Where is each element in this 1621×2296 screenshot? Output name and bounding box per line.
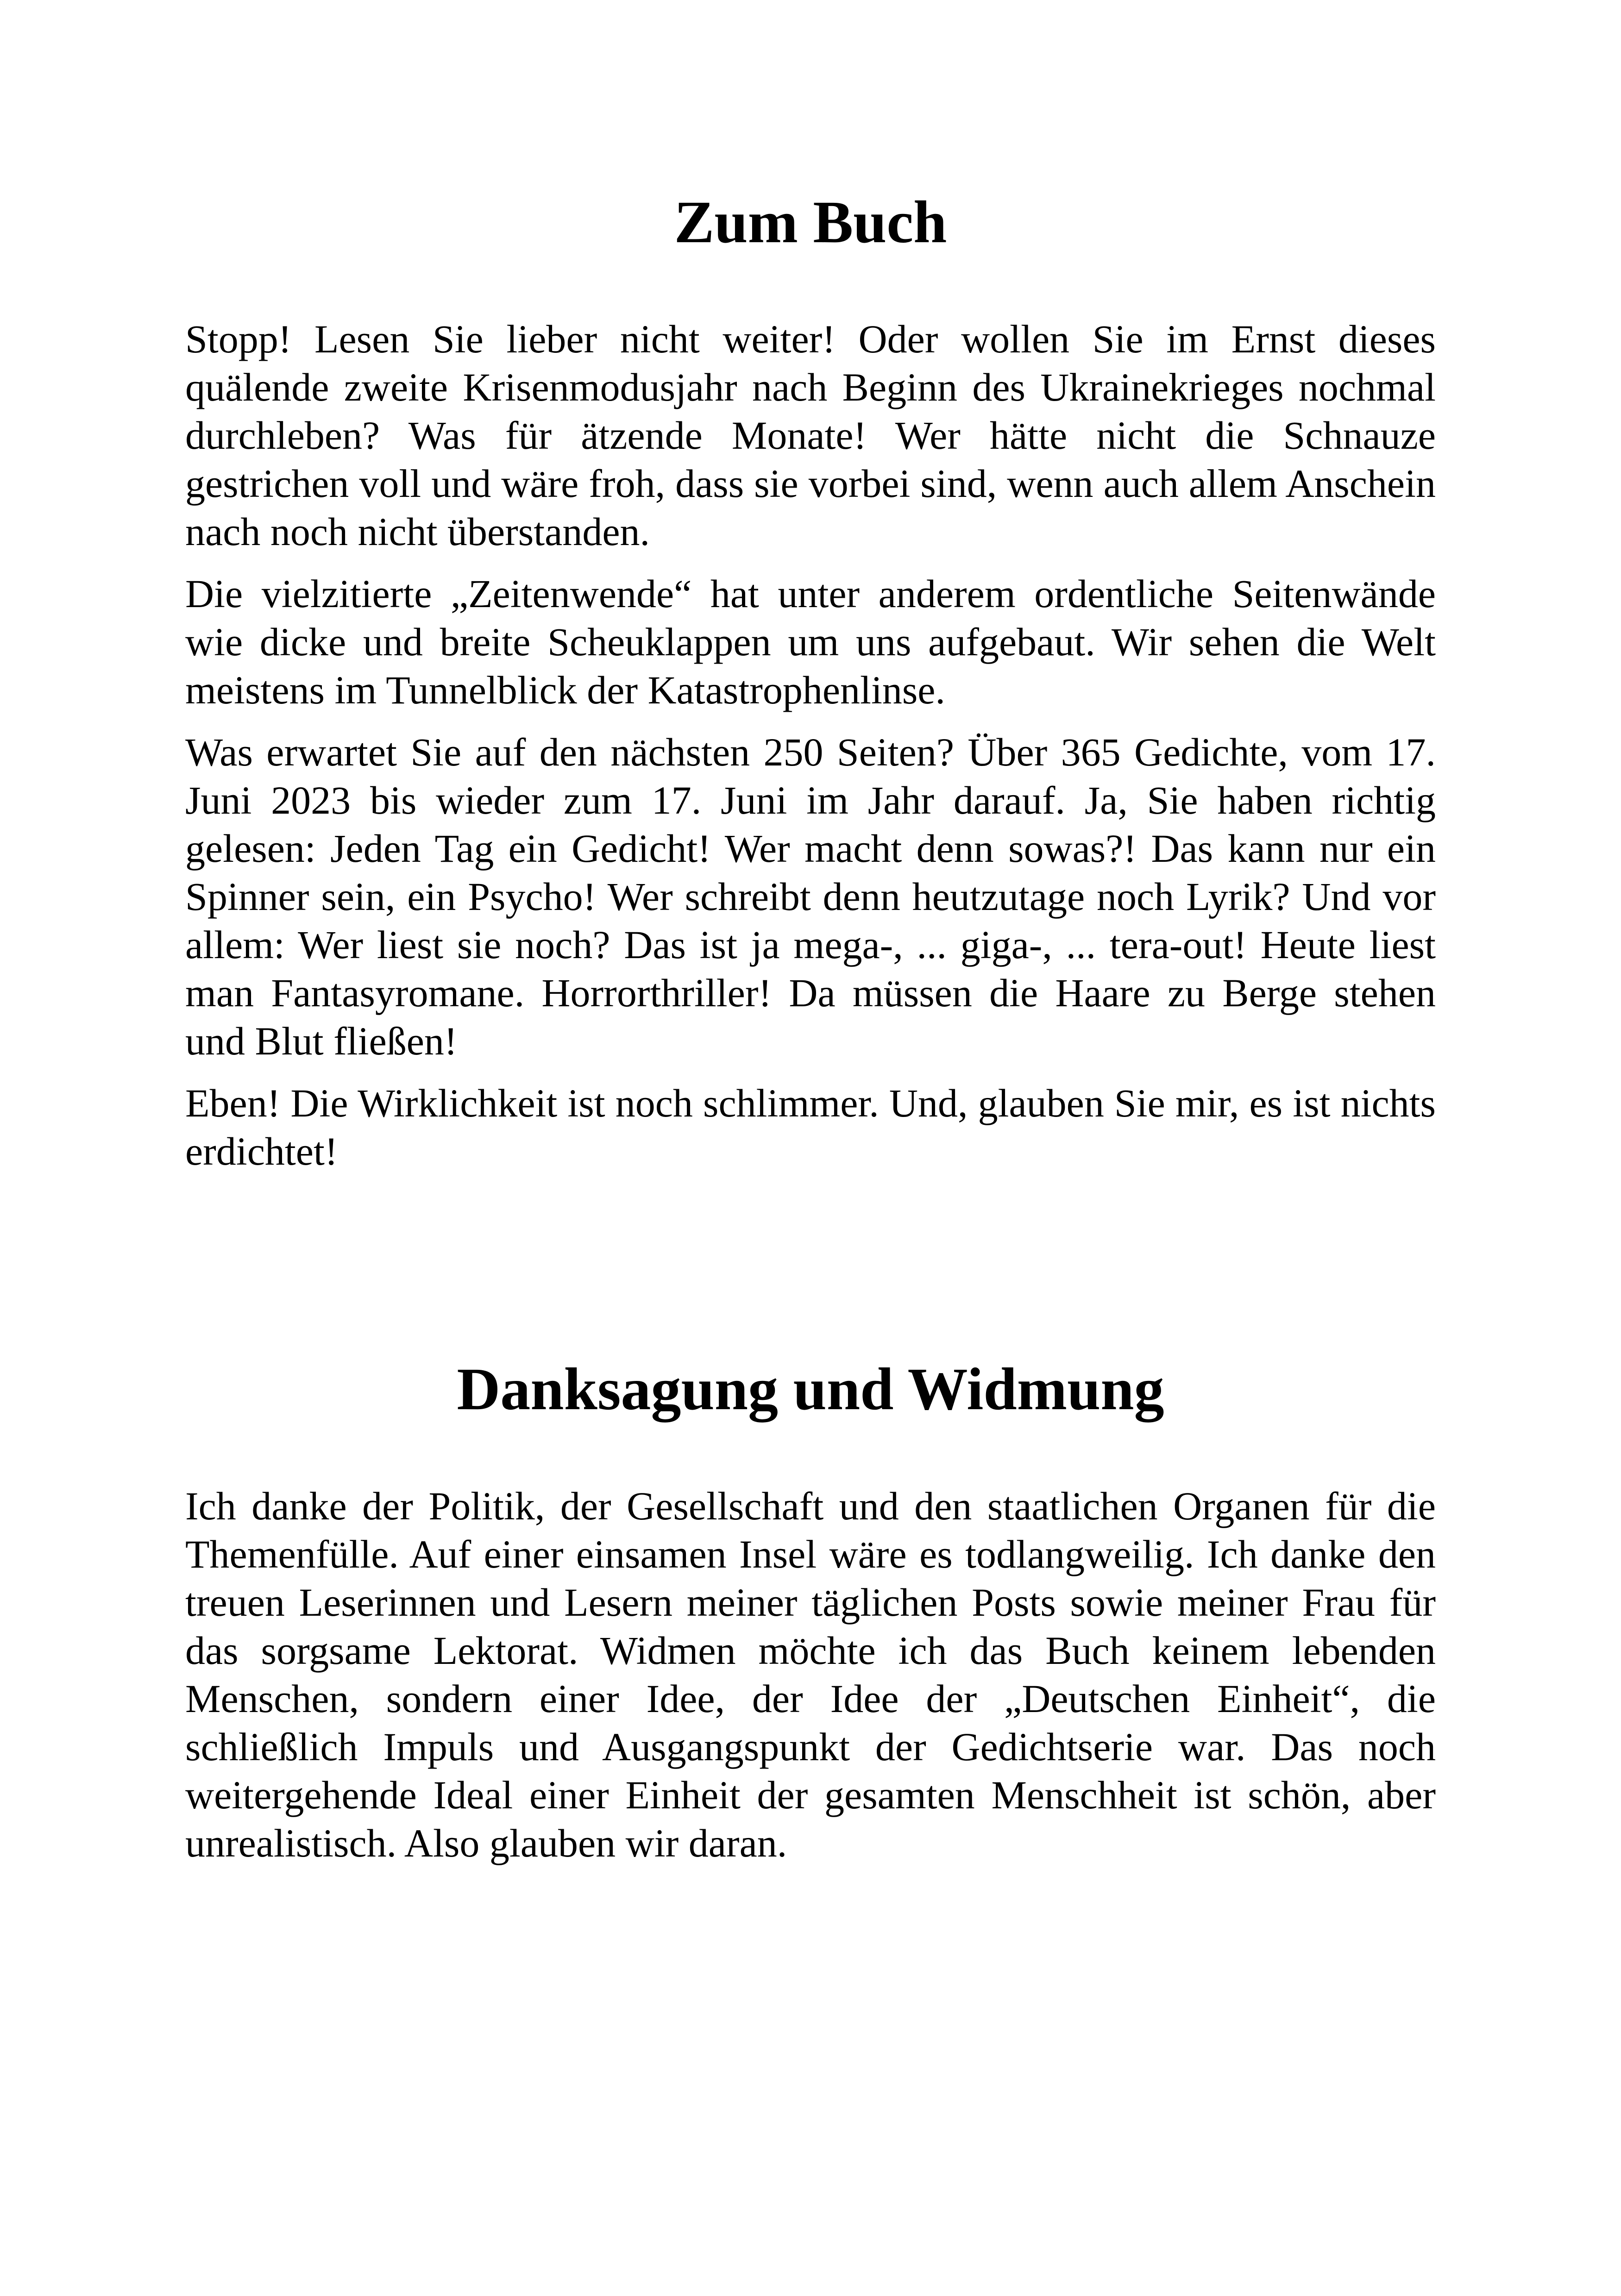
- section-heading: Zum Buch: [674, 189, 947, 256]
- paragraph: Eben! Die Wirklichkeit ist noch schlimmer. Und, glauben Sie mir, es ist nichts erdichtet!: [185, 1081, 1436, 1173]
- section-heading: Danksagung und Widmung: [457, 1356, 1164, 1423]
- paragraph: Ich danke der Politik, der Gesellschaft und den staatlichen Organen für die Themenfülle. Auf einer einsamen Insel wäre es todlangweilig. Ich danke den treuen Leserinnen und Lesern meiner täglichen Posts sowie meiner Frau für das sorgsame Lektorat. Widmen möchte ich das Buch keinem lebenden Menschen, sondern einer Idee, der Idee der „Deutschen Einheit“, die schließlich Impuls und Ausgangspunkt der Gedichtserie war. Das noch weitergehende Ideal einer Einheit der gesamten Menschheit ist schön, aber unrealistisch. Also glauben wir daran.: [185, 1484, 1436, 1865]
- paragraph: Was erwartet Sie auf den nächsten 250 Seiten? Über 365 Gedichte, vom 17. Juni 2023 bis wieder zum 17. Juni im Jahr darauf. Ja, Sie haben richtig gelesen: Jeden Tag ein Gedicht! Wer macht denn sowas?! Das kann nur ein Spinner sein, ein Psycho! Wer schreibt denn heutzutage noch Lyrik? Und vor allem: Wer liest sie noch? Das ist ja mega-, ... giga-, ... tera-out! Heute liest man Fantasyromane. Horrorthriller! Da müssen die Haare zu Berge stehen und Blut fließen!: [185, 730, 1436, 1063]
- paragraph: Die vielzitierte „Zeitenwende“ hat unter anderem ordentliche Seitenwände wie dicke und breite Scheuklappen um uns aufgebaut. Wir sehen die Welt meistens im Tunnelblick der Katastrophenlinse.: [185, 571, 1436, 712]
- section-danksagung-und-widmung: [185, 1343, 1436, 1881]
- paragraph: Stopp! Lesen Sie lieber nicht weiter! Oder wollen Sie im Ernst dieses quälende zweite Krisenmodusjahr nach Beginn des Ukrainekrieges nochmal durchleben? Was für ätzende Monate! Wer hätte nicht die Schnauze gestrichen voll und wäre froh, dass sie vorbei sind, wenn auch allem Anschein nach noch nicht überstanden.: [185, 317, 1436, 554]
- section-body: [185, 1482, 1436, 1867]
- section-body: [185, 315, 1436, 1175]
- section-zum-buch: [185, 176, 1436, 1189]
